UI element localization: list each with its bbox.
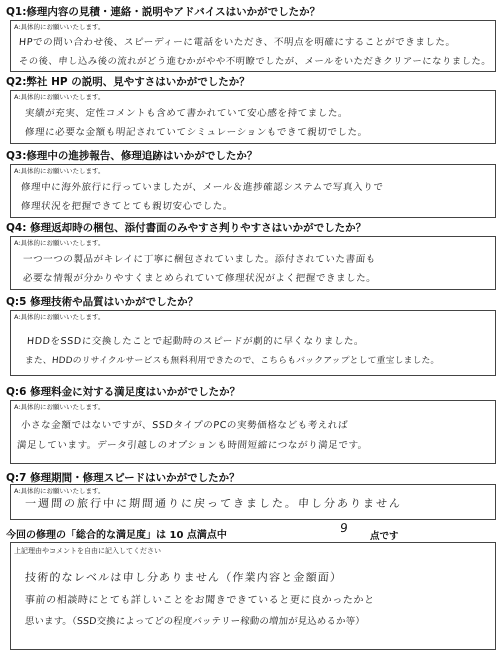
q5-answer-line-2: また、HDDのリサイクルサービスも無料利用できたので、こちらもバックアップとして重宝しました。 bbox=[24, 356, 440, 366]
q2-answer-line-1: 実績が充実、定性コメントも含めて書かれていて安心感を持てました。 bbox=[24, 108, 349, 119]
q5-answer-label: A:具体的にお願いいたします。 bbox=[14, 313, 105, 321]
q1-title: Q1:修理内容の見積・連絡・説明やアドバイスはいかがでしたか？ bbox=[6, 6, 321, 18]
q3-answer-line-2: 修理状況を把握できてとても親切安心でした。 bbox=[20, 201, 234, 212]
q3-answer-label: A:具体的にお願いいたします。 bbox=[14, 167, 105, 175]
q5-title: Q:5 修理技術や品質はいかがでしたか？ bbox=[6, 296, 199, 308]
total-satisfaction-score: 9 bbox=[339, 521, 349, 535]
q6-answer-box bbox=[10, 400, 496, 464]
q4-title: Q4: 修理返却時の梱包、添付書面のみやすさ判りやすさはいかがでしたか？ bbox=[6, 222, 367, 234]
q1-answer-line-2: その後、申し込み後の流れがどう進むかがやや不明瞭でしたが、メールをいただきクリアーになりました。 bbox=[18, 56, 492, 67]
q2-answer-line-2: 修理に必要な金額も明記されていてシミュレーションもできて親切でした。 bbox=[24, 127, 369, 138]
total-satisfaction-unit: 点です bbox=[370, 531, 399, 542]
q7-answer-label: A:具体的にお願いいたします。 bbox=[14, 487, 105, 495]
q3-title: Q3:修理中の進捗報告、修理追跡はいかがでしたか？ bbox=[6, 150, 258, 162]
q3-answer-box bbox=[10, 164, 496, 218]
q6-answer-label: A:具体的にお願いいたします。 bbox=[14, 403, 105, 411]
q7-title: Q:7 修理期間・修理スピードはいかがでしたか？ bbox=[6, 472, 240, 484]
q4-answer-line-2: 必要な情報が分かりやすくまとめられていて修理状況がよく把握できました。 bbox=[22, 273, 377, 284]
q7-answer-line-1: 一週間の旅行中に期間通りに戻ってきました。申し分ありません bbox=[24, 497, 403, 510]
q5-answer-box bbox=[10, 310, 496, 376]
total-comment-line-2: 事前の相談時にとても詳しいことをお聞きできていると更に良かったかと bbox=[24, 595, 376, 606]
total-comment-box bbox=[10, 542, 496, 650]
q2-answer-label: A:具体的にお願いいたします。 bbox=[14, 93, 105, 101]
q7-answer-box bbox=[10, 484, 496, 520]
q6-answer-line-2: 満足しています。データ引越しのオプションも時間短縮につながり満足です。 bbox=[16, 440, 369, 451]
q4-answer-line-1: 一つ一つの製品がキレイに丁寧に梱包されていました。添付されていた書面も bbox=[22, 254, 377, 265]
q2-title: Q2:弊社 HP の説明、見やすさはいかがでしたか？ bbox=[6, 76, 250, 88]
q1-answer-box bbox=[10, 20, 496, 72]
q4-answer-box bbox=[10, 236, 496, 290]
total-comment-label: 上記理由やコメントを自由に記入してください bbox=[14, 547, 161, 555]
q6-answer-line-1: 小さな金額ではないですが、SSDタイプのPCの実勢価格なども考えれば bbox=[20, 420, 349, 431]
total-comment-line-3: 思います。（SSD交換によってどの程度バッテリー稼動の増加が見込めるか等） bbox=[24, 616, 366, 627]
q4-answer-label: A:具体的にお願いいたします。 bbox=[14, 239, 105, 247]
q3-answer-line-1: 修理中に海外旅行に行っていましたが、メール＆進捗確認システムで写真入りで bbox=[20, 182, 384, 193]
q2-answer-box bbox=[10, 90, 496, 144]
q1-answer-label: A:具体的にお願いいたします。 bbox=[14, 23, 105, 31]
q5-answer-line-1: HDDをSSDに交換したことで起動時のスピードが劇的に早くなりました。 bbox=[26, 336, 365, 347]
q1-answer-line-1: HPでの問い合わせ後、スピーディーに電話をいただき、不明点を明確にすることができました。 bbox=[18, 37, 457, 48]
q6-title: Q:6 修理料金に対する満足度はいかがでしたか？ bbox=[6, 386, 241, 398]
total-satisfaction-title: 今回の修理の「総合的な満足度」は 10 点満点中 bbox=[6, 530, 227, 541]
total-comment-line-1: 技術的なレベルは申し分ありません（作業内容と金額面） bbox=[24, 571, 343, 584]
